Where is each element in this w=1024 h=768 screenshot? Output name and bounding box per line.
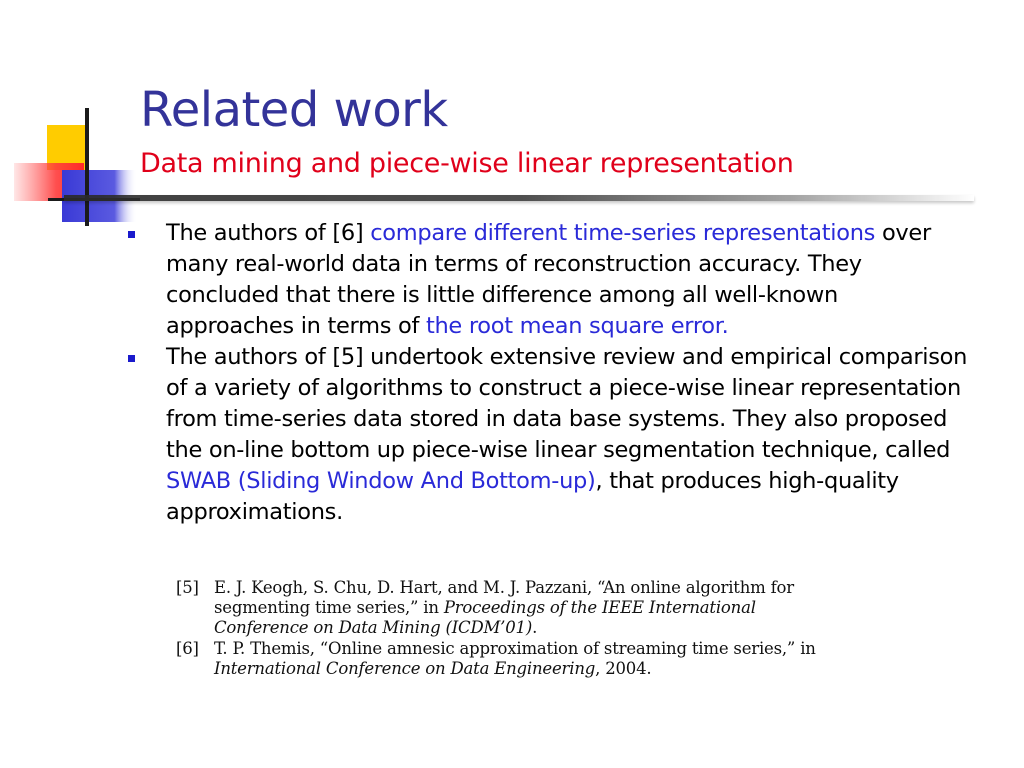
bullet-square-icon	[128, 231, 135, 238]
reference-text: T. P. Themis, “Online amnesic approximation of streaming time series,” in International Conference on Data Engineering, 2004.	[214, 639, 816, 678]
bullet-item	[128, 218, 968, 342]
bullet-item	[128, 342, 968, 528]
highlighted-text: the root mean square error.	[425, 313, 729, 339]
bullet-square-icon	[128, 355, 135, 362]
bullet-list	[128, 218, 968, 528]
page-subtitle: Data mining and piece-wise linear representation	[140, 148, 794, 179]
bullet-text: The authors of [5] undertook extensive review and empirical comparison of a variety of algorithms to construct a piece-wise linear representation from time-series data stored in data base systems. They also proposed the on-line bottom up piece-wise linear segmentation technique, called SWAB (Sliding Window And Bottom-up), that produces high-quality approximations.	[166, 344, 968, 525]
page-title: Related work	[140, 82, 448, 138]
reference-item	[176, 639, 846, 679]
vertical-line	[85, 108, 89, 226]
highlighted-text: SWAB (Sliding Window And Bottom-up)	[166, 468, 596, 494]
reference-item	[176, 578, 846, 638]
reference-text: E. J. Keogh, S. Chu, D. Hart, and M. J. Pazzani, “An online algorithm for segmenting time series,” in Proceedings of the IEEE International Conference on Data Mining (ICDM’01).	[214, 578, 794, 637]
reference-number: [6]	[176, 639, 199, 658]
reference-number: [5]	[176, 578, 199, 597]
bullet-text: The authors of [6] compare different time-series representations over many real-world data in terms of reconstruction accuracy. They concluded that there is little difference among all well-known approaches in terms of the root mean square error.	[166, 220, 931, 339]
title-divider	[64, 195, 974, 201]
highlighted-text: compare different time-series representations	[370, 220, 876, 246]
reference-list	[176, 578, 846, 680]
